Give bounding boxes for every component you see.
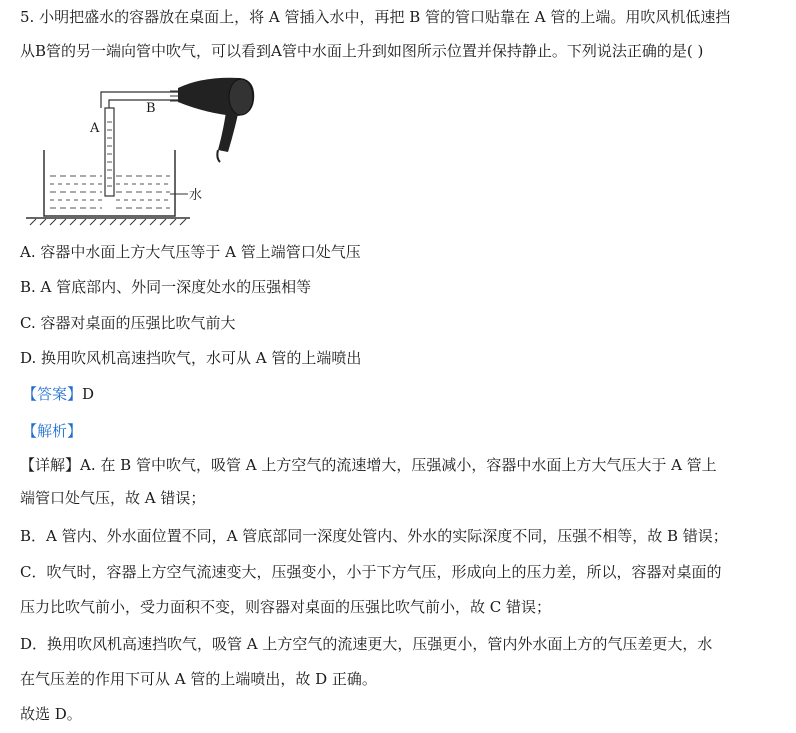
detail-line-6: D．换用吹风机高速挡吹气，吸管 A 上方空气的流速更大，压强更小，管内外水面上方的气压差更大，水 [20, 635, 713, 653]
option-c: C. 容器对桌面的压强比吹气前大 [20, 314, 236, 332]
analysis-tag [22, 421, 82, 441]
detail-line-7: 在气压差的作用下可从 A 管的上端喷出，故 D 正确。 [20, 670, 377, 688]
detail-line-2: 端管口处气压，故 A 错误； [20, 489, 206, 507]
label-water: 水 [189, 188, 203, 203]
label-tube-b: B [146, 101, 156, 116]
answer-tag: 【答案】 [22, 385, 83, 403]
detail-tag: 【详解】 [20, 456, 81, 474]
question-line-2: 从B管的另一端向管中吹气，可以看到A管中水面上升到如图所示位置并保持静止。下列说法正确的是( ) [20, 42, 704, 60]
experiment-figure [18, 70, 318, 230]
option-d: D. 换用吹风机高速挡吹气，水可从 A 管的上端喷出 [20, 349, 362, 367]
tube-b-inner [109, 100, 178, 108]
answer-value: D [82, 385, 95, 403]
detail-line-5: 压力比吹气前小，受力面积不变，则容器对桌面的压强比吹气前小，故 C 错误； [20, 598, 552, 616]
tube-a [105, 108, 114, 196]
answer-line [22, 384, 94, 404]
detail-line-8: 故选 D。 [20, 705, 82, 723]
label-tube-a: A [90, 121, 100, 136]
table-hatching [30, 219, 186, 225]
detail-line-4: C．吹气时，容器上方空气流速变大，压强变小，小于下方气压，形成向上的压力差，所以，容器对桌面的 [20, 563, 722, 581]
question-line-1: 5. 小明把盛水的容器放在桌面上，将 A 管插入水中，再把 B 管的管口贴靠在 A 管的上端。用吹风机低速挡 [20, 8, 731, 26]
option-b: B. A 管底部内、外同一深度处水的压强相等 [20, 278, 312, 296]
analysis-label: 【解析】 [22, 422, 83, 440]
experiment-diagram [18, 70, 318, 230]
detail-line-1 [20, 455, 717, 475]
detail-line-3: B．A 管内、外水面位置不同，A 管底部同一深度处管内、外水的实际深度不同，压强不相等，故 B 错误； [20, 527, 728, 545]
option-a: A. 容器中水面上方大气压等于 A 管上端管口处气压 [20, 243, 361, 261]
hair-dryer-icon [178, 78, 254, 162]
detail-text-1: A. 在 B 管中吹气，吸管 A 上方空气的流速增大，压强减小，容器中水面上方大气压大于 A 管上 [80, 456, 717, 474]
